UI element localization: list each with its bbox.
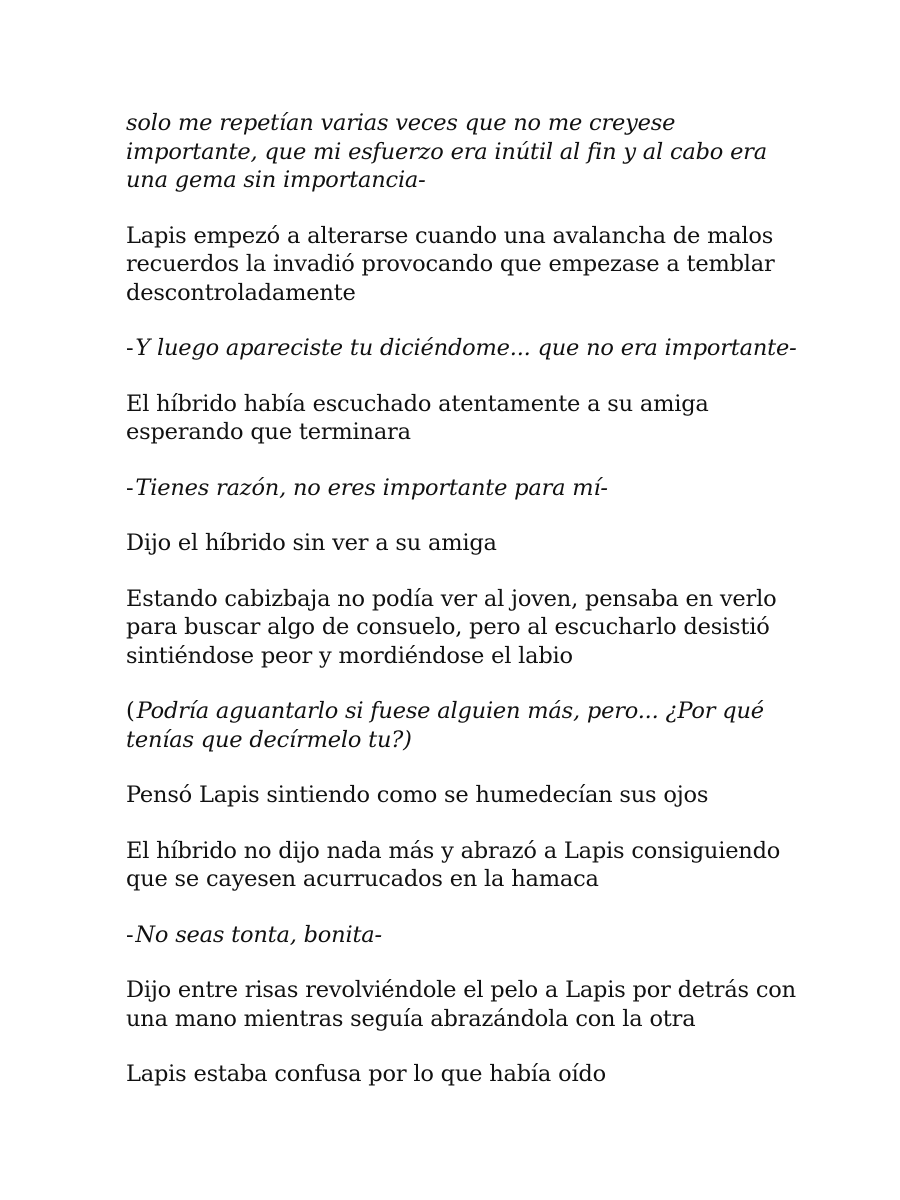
paragraph-11: [126, 921, 806, 950]
paragraph-9: [126, 781, 806, 810]
paragraph-2: [126, 222, 806, 308]
paragraph-10-text: El híbrido no dijo nada más y abrazó a Lapis consiguiendo que se cayesen acurrucados en la hamaca: [126, 837, 781, 892]
paragraph-6-text: Dijo el híbrido sin ver a su amiga: [126, 530, 497, 556]
document-body: [126, 109, 806, 1116]
paragraph-8-text: Podría aguantarlo si fuese alguien más, pero... ¿Por qué tenías que decírmelo tu?): [126, 698, 764, 753]
paragraph-13-text: Lapis estaba confusa por lo que había oído: [126, 1061, 606, 1087]
paragraph-4: [126, 390, 806, 447]
paragraph-5: [126, 474, 806, 503]
paragraph-10: [126, 837, 806, 894]
paragraph-12: [126, 976, 806, 1033]
paragraph-3-prefix: -: [126, 335, 134, 361]
paragraph-5-prefix: -: [126, 474, 134, 501]
paragraph-1: [126, 109, 806, 195]
paragraph-6: [126, 529, 806, 558]
paragraph-3-text: Y luego apareciste tu diciéndome... que no era importante-: [135, 335, 797, 361]
paragraph-2-text: Lapis empezó a alterarse cuando una avalancha de malos recuerdos la invadió provocando que empezase a temblar descontroladamente: [126, 222, 775, 306]
paragraph-7-text: Estando cabizbaja no podía ver al joven, pensaba en verlo para buscar algo de consuelo, pero al escucharlo desistió sintiéndose peor y mordiéndose el labio: [126, 585, 777, 669]
paragraph-5-text: Tienes razón, no eres importante para mí-: [135, 474, 608, 501]
paragraph-1-text: solo me repetían varias veces que no me creyese importante, que mi esfuerzo era inútil al fin y al cabo era una gema sin importancia-: [126, 110, 767, 193]
paragraph-3: [126, 334, 806, 363]
paragraph-11-text: No seas tonta, bonita-: [135, 921, 382, 948]
paragraph-7: [126, 585, 806, 671]
paragraph-12-text: Dijo entre risas revolviéndole el pelo a Lapis por detrás con una mano mientras seguía abrazándola con la otra: [126, 977, 796, 1032]
paragraph-13: [126, 1060, 806, 1089]
paragraph-8-prefix: (: [126, 698, 135, 724]
paragraph-8: [126, 697, 806, 754]
paragraph-9-text: Pensó Lapis sintiendo como se humedecían sus ojos: [126, 782, 709, 808]
paragraph-11-prefix: -: [126, 921, 134, 948]
paragraph-4-text: El híbrido había escuchado atentamente a su amiga esperando que terminara: [126, 390, 709, 445]
